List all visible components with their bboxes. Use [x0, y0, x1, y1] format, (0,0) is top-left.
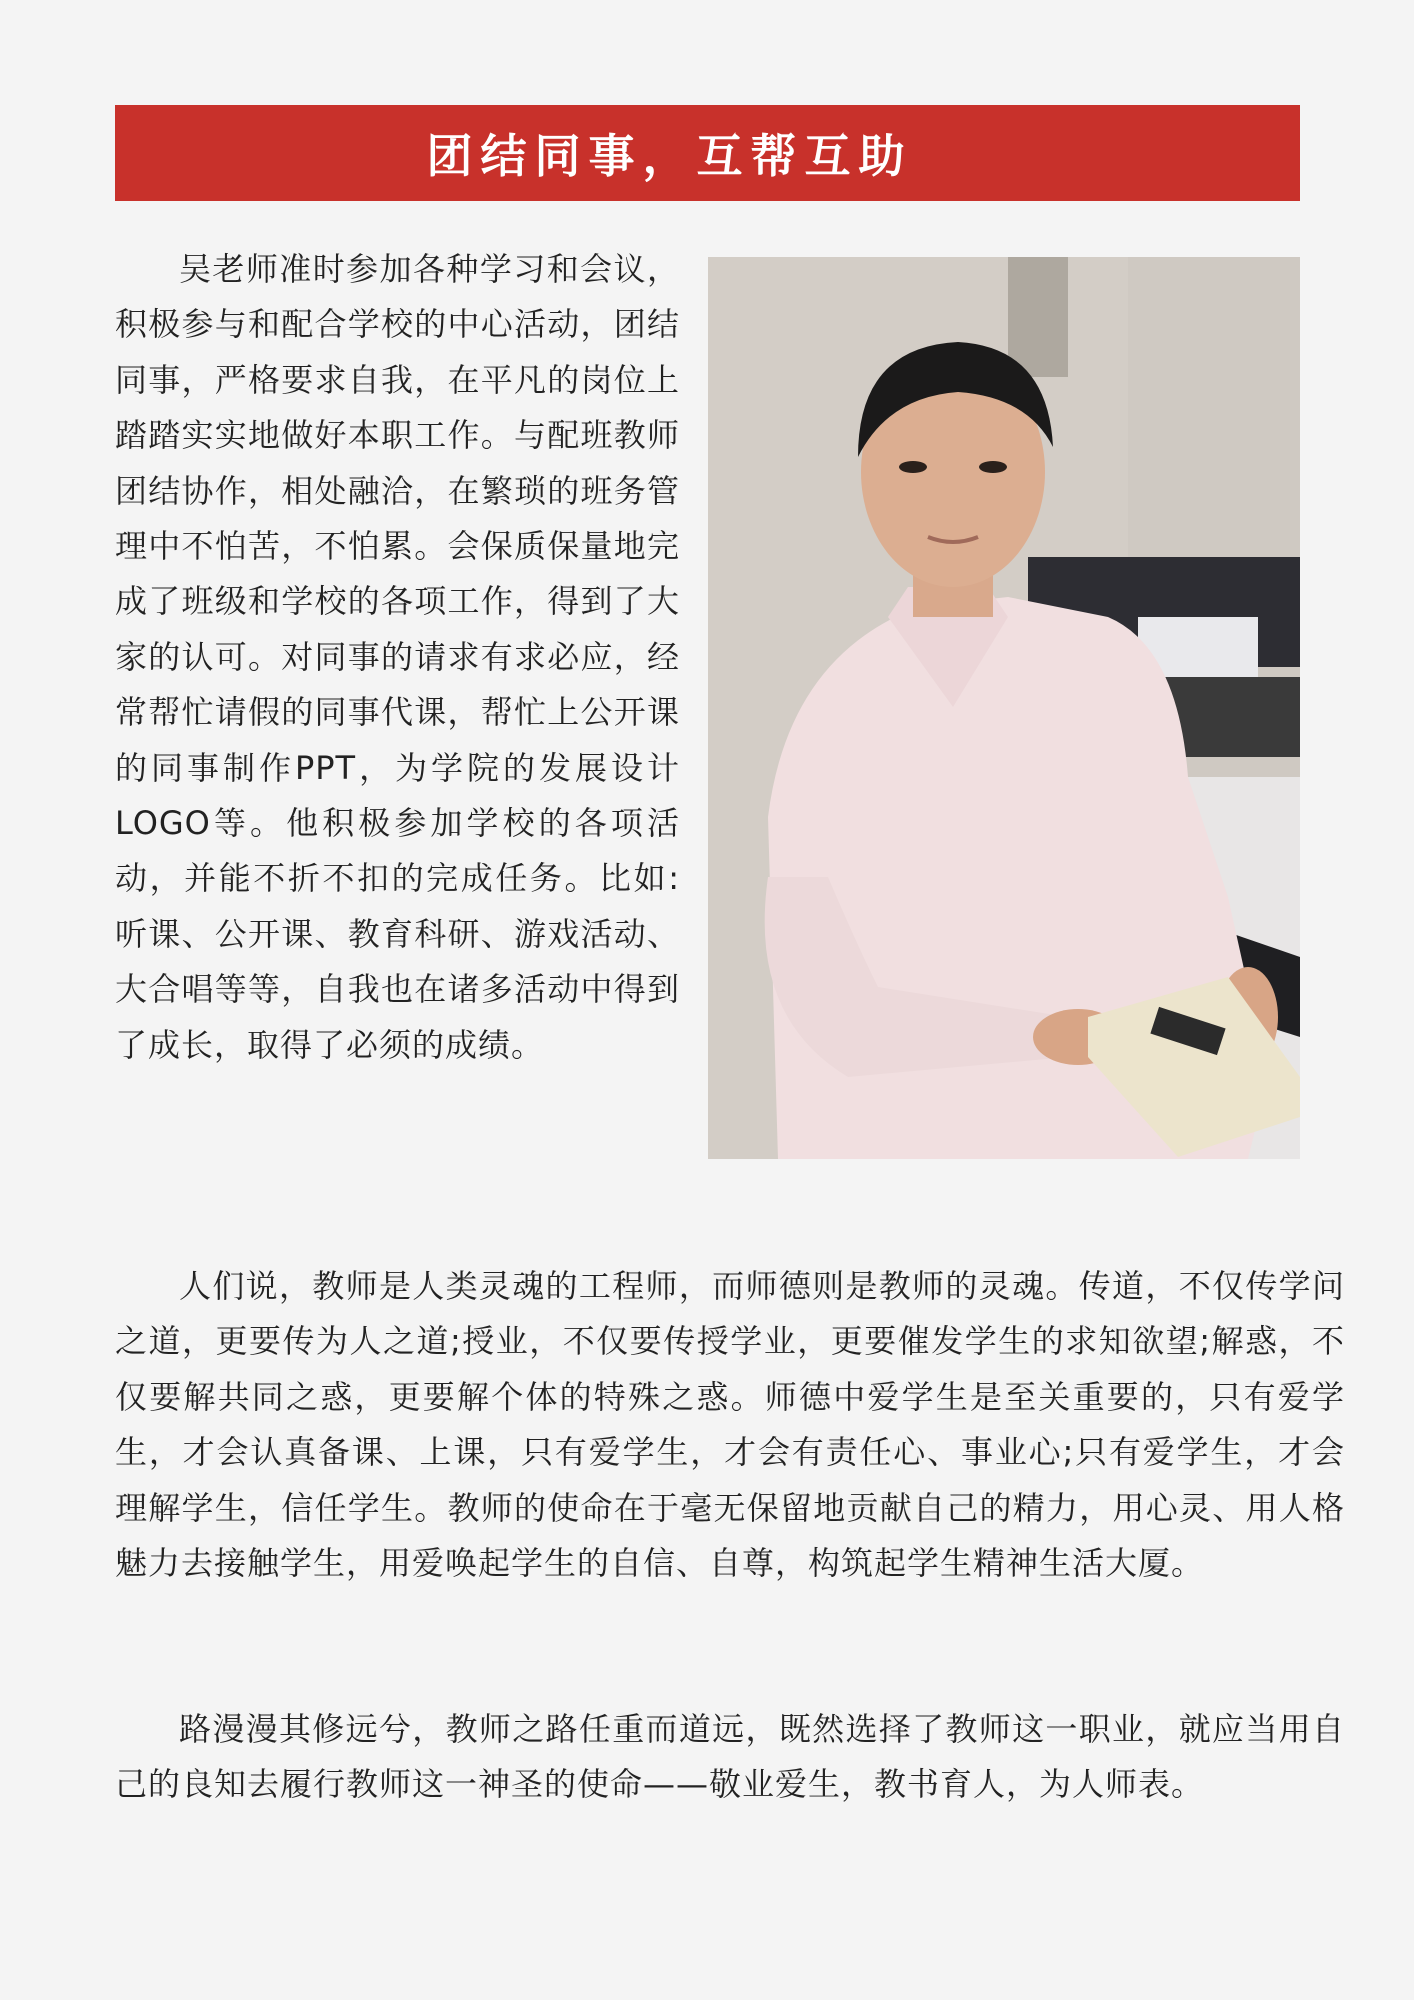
teacher-photo-illustration: [708, 257, 1300, 1159]
paragraph-closing: 路漫漫其修远兮，教师之路任重而道远，既然选择了教师这一职业，就应当用自己的良知去履行教师这一神圣的使命——敬业爱生，教书育人，为人师表。: [115, 1710, 1345, 1804]
section-banner: [115, 105, 1300, 201]
paragraph-colleagues: 吴老师准时参加各种学习和会议，积极参与和配合学校的中心活动，团结同事，严格要求自我，在平凡的岗位上踏踏实实地做好本职工作。与配班教师团结协作，相处融洽，在繁琐的班务管理中不怕苦，不怕累。会保质保量地完成了班级和学校的各项工作，得到了大家的认可。对同事的请求有求必应，经常帮忙请假的同事代课，帮忙上公开课的同事制作PPT，为学院的发展设计LOGO等。他积极参加学校的各项活动，并能不折不扣的完成任务。比如:听课、公开课、教育科研、游戏活动、大合唱等等，自我也在诸多活动中得到了成长，取得了必须的成绩。: [115, 250, 680, 1064]
paragraph-teacher-ethics: 人们说，教师是人类灵魂的工程师，而师德则是教师的灵魂。传道，不仅传学问之道，更要传为人之道;授业，不仅要传授学业，更要催发学生的求知欲望;解惑，不仅要解共同之惑，更要解个体的特殊之惑。师德中爱学生是至关重要的，只有爱学生，才会认真备课、上课，只有爱学生，才会有责任心、事业心;只有爱学生，才会理解学生，信任学生。教师的使命在于毫无保留地贡献自己的精力，用心灵、用人格魅力去接触学生，用爱唤起学生的自信、自尊，构筑起学生精神生活大厦。: [115, 1267, 1345, 1583]
teacher-photo: [708, 257, 1300, 1159]
section-title: 团结同事，互帮互助: [426, 129, 913, 183]
